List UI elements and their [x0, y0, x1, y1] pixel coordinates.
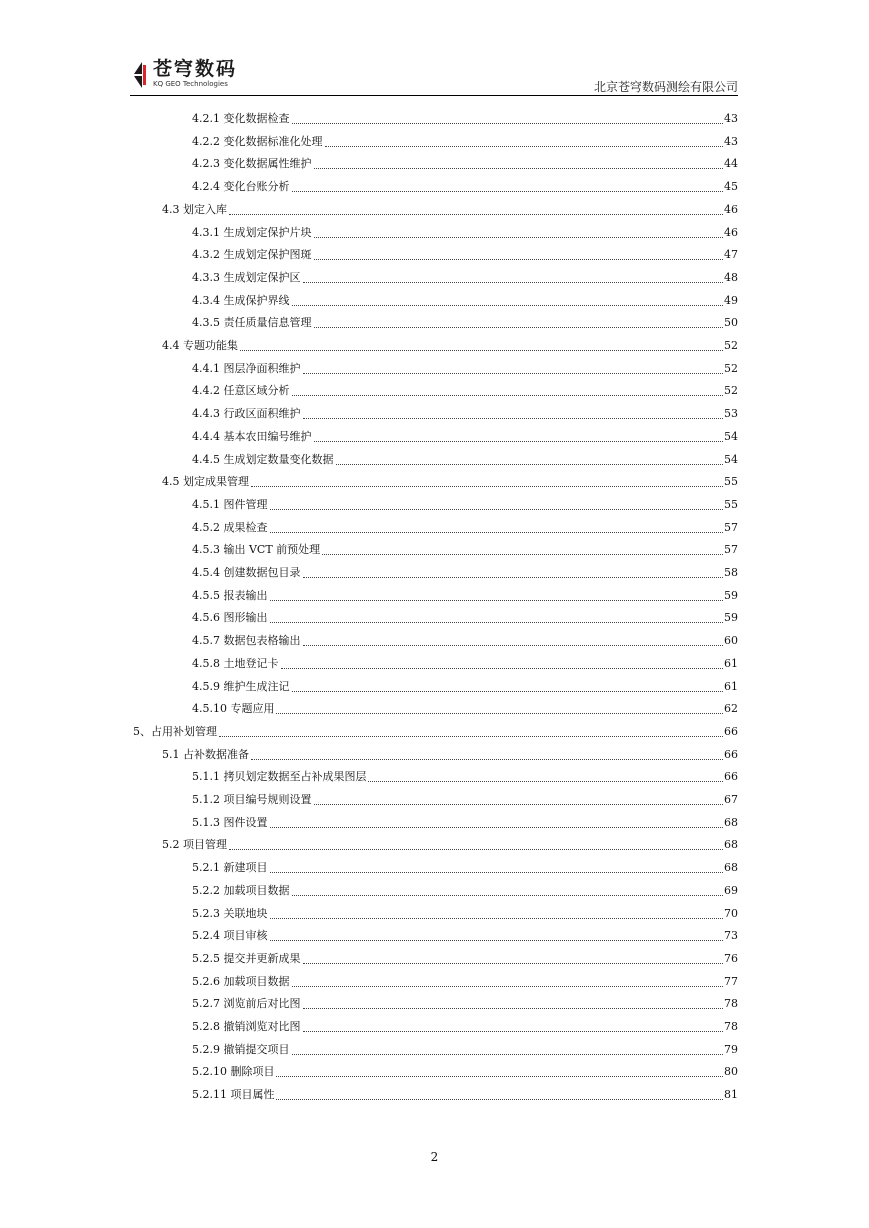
toc-entry[interactable] [130, 723, 738, 741]
toc-entry-page: 61 [724, 679, 738, 693]
toc-entry-page: 73 [724, 929, 738, 943]
toc-dot-leader [292, 1054, 724, 1055]
toc-entry[interactable] [130, 314, 738, 332]
toc-entry-title: 4.3.3 生成划定保护区 [192, 270, 301, 284]
toc-entry-page: 55 [724, 475, 738, 489]
toc-dot-leader [292, 395, 724, 396]
toc-dot-leader [292, 305, 724, 306]
toc-entry-title: 4.4.5 生成划定数量变化数据 [192, 452, 334, 466]
toc-entry[interactable] [130, 405, 738, 423]
toc-dot-leader [219, 736, 723, 737]
toc-dot-leader [229, 214, 723, 215]
toc-entry[interactable] [130, 451, 738, 469]
toc-entry-page: 66 [724, 747, 738, 761]
toc-entry[interactable] [130, 246, 738, 264]
toc-entry-title: 5.2.6 加载项目数据 [192, 974, 290, 988]
toc-entry-title: 4.3.2 生成划定保护图斑 [192, 248, 312, 262]
toc-entry-page: 49 [724, 293, 738, 307]
toc-dot-leader [229, 849, 723, 850]
toc-dot-leader [251, 486, 723, 487]
toc-entry-title: 5.1 占补数据准备 [162, 747, 249, 761]
toc-entry-page: 69 [724, 883, 738, 897]
toc-entry-page: 79 [724, 1042, 738, 1056]
toc-entry[interactable] [130, 882, 738, 900]
toc-entry-title: 5.2.10 删除项目 [192, 1065, 275, 1079]
toc-dot-leader [314, 441, 724, 442]
toc-entry-title: 4.5.2 成果检查 [192, 520, 268, 534]
toc-entry[interactable] [130, 133, 738, 151]
toc-dot-leader [251, 759, 723, 760]
toc-dot-leader [368, 781, 723, 782]
toc-dot-leader [303, 577, 724, 578]
toc-entry-page: 78 [724, 1020, 738, 1033]
toc-entry-title: 4.5.5 报表输出 [192, 588, 268, 602]
toc-dot-leader [322, 554, 723, 555]
toc-dot-leader [303, 645, 724, 646]
toc-entry-page: 62 [724, 702, 738, 716]
toc-dot-leader [292, 986, 724, 987]
toc-dot-leader [292, 123, 724, 124]
toc-entry[interactable] [130, 519, 738, 537]
toc-entry-page: 55 [724, 497, 738, 511]
toc-dot-leader [325, 146, 724, 147]
toc-entry-title: 4.2.3 变化数据属性维护 [192, 157, 312, 171]
toc-dot-leader [270, 872, 724, 873]
toc-dot-leader [270, 600, 724, 601]
toc-entry-page: 53 [724, 407, 738, 421]
toc-entry-title: 4.5.6 图形输出 [192, 611, 268, 625]
toc-entry[interactable] [130, 224, 738, 242]
toc-entry[interactable] [130, 1018, 738, 1036]
toc-entry-page: 50 [724, 316, 738, 330]
toc-entry[interactable] [130, 905, 738, 923]
company-logo [130, 58, 270, 92]
toc-entry-title: 4.3 划定入库 [162, 202, 227, 216]
toc-entry[interactable] [130, 382, 738, 400]
toc-entry-title: 4.3.5 责任质量信息管理 [192, 316, 312, 330]
toc-entry-page: 43 [724, 112, 738, 125]
toc-entry[interactable] [130, 1063, 738, 1081]
toc-entry-page: 78 [724, 997, 738, 1011]
toc-entry[interactable] [130, 609, 738, 627]
toc-entry-title: 4.4.3 行政区面积维护 [192, 407, 301, 421]
toc-entry-title: 5.2 项目管理 [162, 838, 227, 852]
toc-entry-page: 57 [724, 520, 738, 534]
toc-dot-leader [314, 168, 724, 169]
toc-entry-title: 4.5.7 数据包表格输出 [192, 634, 301, 648]
toc-entry-title: 5.2.11 项目属性 [192, 1088, 275, 1102]
toc-entry-page: 68 [724, 815, 738, 829]
page-header [130, 58, 738, 96]
company-name: 北京苍穹数码测绘有限公司 [593, 80, 738, 94]
toc-dot-leader [303, 963, 724, 964]
toc-entry-page: 80 [724, 1065, 738, 1079]
toc-entry[interactable] [130, 496, 738, 514]
logo-text: 苍穹数码 [153, 58, 238, 80]
toc-entry-page: 66 [724, 770, 738, 784]
toc-entry-title: 4.2.4 变化台账分析 [192, 180, 290, 194]
toc-dot-leader [292, 895, 724, 896]
toc-dot-leader [303, 1031, 724, 1032]
toc-entry-page: 68 [724, 861, 738, 875]
kq-logo-icon [130, 62, 150, 88]
toc-entry[interactable] [130, 768, 738, 786]
toc-entry-page: 46 [724, 202, 738, 216]
toc-entry-page: 68 [724, 838, 738, 852]
toc-dot-leader [314, 804, 724, 805]
toc-dot-leader [270, 509, 724, 510]
toc-entry-page: 81 [724, 1088, 738, 1102]
toc-entry-title: 4.5.8 土地登记卡 [192, 656, 279, 670]
toc-entry-page: 43 [724, 134, 738, 148]
toc-entry-title: 5.1.2 项目编号规则设置 [192, 793, 312, 806]
toc-entry-title: 5.2.5 提交并更新成果 [192, 951, 301, 965]
toc-entry[interactable] [130, 337, 738, 355]
toc-entry-title: 4.4.4 基本农田编号维护 [192, 429, 312, 443]
toc-dot-leader [281, 668, 724, 669]
toc-entry-title: 4.5 划定成果管理 [162, 475, 249, 489]
toc-entry[interactable] [130, 473, 738, 491]
toc-entry-title: 5、占用补划管理 [133, 724, 217, 738]
toc-entry-title: 4.5.4 创建数据包目录 [192, 566, 301, 579]
toc-entry-title: 4.2.2 变化数据标准化处理 [192, 134, 323, 148]
toc-entry[interactable] [130, 700, 738, 718]
toc-entry-title: 4.4.1 图层净面积维护 [192, 361, 301, 375]
toc-entry[interactable] [130, 360, 738, 378]
toc-entry-title: 5.1.1 拷贝划定数据至占补成果图层 [192, 770, 367, 784]
toc-dot-leader [303, 282, 724, 283]
toc-entry-title: 4.4.2 任意区域分析 [192, 384, 290, 398]
toc-entry[interactable] [130, 428, 738, 446]
toc-entry[interactable] [130, 1041, 738, 1059]
toc-entry[interactable] [130, 973, 738, 991]
toc-entry-page: 46 [724, 225, 738, 239]
toc-entry-title: 5.2.3 关联地块 [192, 906, 268, 920]
toc-entry[interactable] [130, 292, 738, 310]
toc-dot-leader [276, 1076, 723, 1077]
toc-dot-leader [270, 918, 724, 919]
toc-entry-page: 76 [724, 951, 738, 965]
toc-entry[interactable] [130, 950, 738, 968]
page-number: 2 [430, 1150, 439, 1164]
toc-entry[interactable] [130, 655, 738, 673]
toc-entry-title: 5.2.8 撤销浏览对比图 [192, 1020, 301, 1033]
toc-entry-title: 4.5.9 维护生成注记 [192, 679, 290, 693]
logo-subtext: KQ GEO Technologies [153, 80, 228, 88]
toc-entry-page: 77 [724, 974, 738, 988]
toc-dot-leader [276, 1099, 723, 1100]
toc-entry-page: 58 [724, 566, 738, 579]
toc-dot-leader [270, 827, 724, 828]
toc-entry-page: 59 [724, 611, 738, 625]
toc-entry-title: 4.4 专题功能集 [162, 339, 238, 352]
toc-dot-leader [292, 691, 724, 692]
toc-entry-page: 47 [724, 248, 738, 262]
toc-dot-leader [240, 350, 723, 351]
toc-entry-page: 44 [724, 157, 738, 171]
toc-entry[interactable] [130, 836, 738, 854]
toc-dot-leader [303, 1008, 724, 1009]
toc-entry-title: 4.2.1 变化数据检查 [192, 112, 290, 125]
toc-entry-title: 5.2.9 撤销提交项目 [192, 1042, 290, 1056]
toc-entry-page: 52 [724, 361, 738, 375]
toc-entry[interactable] [130, 110, 738, 128]
toc-entry-title: 4.5.3 输出 VCT 前预处理 [192, 543, 321, 557]
toc-entry[interactable] [130, 564, 738, 582]
toc-entry-page: 54 [724, 429, 738, 443]
toc-entry-title: 4.3.1 生成划定保护片块 [192, 225, 312, 239]
toc-entry[interactable] [130, 927, 738, 945]
toc-dot-leader [314, 327, 724, 328]
header-divider [130, 95, 738, 96]
toc-entry[interactable] [130, 814, 738, 832]
toc-entry[interactable] [130, 678, 738, 696]
toc-entry[interactable] [130, 746, 738, 764]
toc-entry[interactable] [130, 201, 738, 219]
toc-entry-title: 5.2.1 新建项目 [192, 861, 268, 875]
toc-entry-page: 52 [724, 384, 738, 398]
toc-entry-page: 60 [724, 634, 738, 648]
toc-entry-page: 70 [724, 906, 738, 920]
toc-dot-leader [270, 622, 724, 623]
toc-entry-title: 5.2.7 浏览前后对比图 [192, 997, 301, 1011]
toc-entry[interactable] [130, 587, 738, 605]
toc-dot-leader [303, 373, 724, 374]
toc-dot-leader [270, 532, 724, 533]
toc-entry-title: 5.1.3 图件设置 [192, 815, 268, 829]
toc-dot-leader [314, 237, 724, 238]
toc-entry[interactable] [130, 995, 738, 1013]
toc-entry[interactable] [130, 541, 738, 559]
toc-dot-leader [276, 713, 723, 714]
toc-dot-leader [314, 259, 724, 260]
toc-entry-page: 67 [724, 793, 738, 806]
toc-entry-title: 5.2.2 加载项目数据 [192, 883, 290, 897]
toc-entry-page: 61 [724, 656, 738, 670]
toc-entry-page: 45 [724, 180, 738, 194]
toc-entry-page: 48 [724, 270, 738, 284]
toc-entry[interactable] [130, 791, 738, 809]
toc-entry-page: 57 [724, 543, 738, 557]
toc-entry[interactable] [130, 178, 738, 196]
toc-dot-leader [270, 940, 724, 941]
toc-entry[interactable] [130, 632, 738, 650]
toc-entry-page: 52 [724, 339, 738, 352]
toc-entry[interactable] [130, 269, 738, 287]
toc-entry-title: 5.2.4 项目审核 [192, 929, 268, 943]
toc-entry-title: 4.3.4 生成保护界线 [192, 293, 290, 307]
toc-entry[interactable] [130, 1086, 738, 1104]
toc-entry-title: 4.5.1 图件管理 [192, 497, 268, 511]
toc-entry-page: 59 [724, 588, 738, 602]
toc-dot-leader [303, 418, 724, 419]
toc-dot-leader [292, 191, 724, 192]
toc-entry-page: 54 [724, 452, 738, 466]
toc-dot-leader [336, 464, 724, 465]
toc-entry[interactable] [130, 859, 738, 877]
toc-entry-title: 4.5.10 专题应用 [192, 702, 275, 716]
toc-entry[interactable] [130, 155, 738, 173]
toc-entry-page: 66 [724, 724, 738, 738]
